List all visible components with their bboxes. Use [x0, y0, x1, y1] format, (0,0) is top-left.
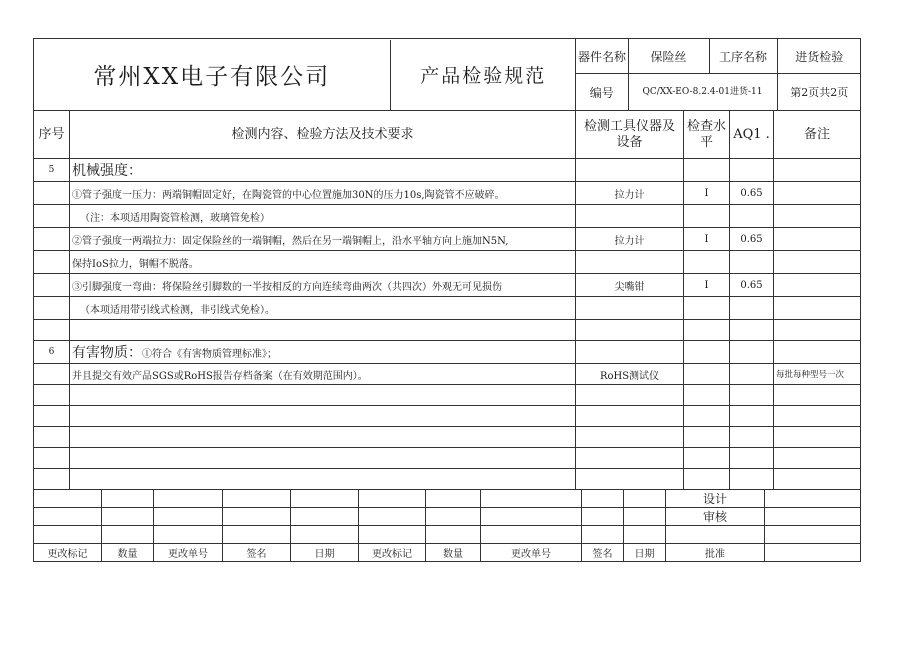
- header-title-table: [34, 40, 576, 110]
- inspection-spec-sheet: [33, 38, 860, 586]
- change-mark-label: 更改标记: [34, 544, 102, 562]
- table-row: [34, 320, 861, 341]
- table-row: [34, 159, 861, 182]
- table-row: [34, 364, 861, 385]
- row-content: （本项适用带引线式检测，非引线式免检）。: [70, 297, 576, 320]
- revision-row: [34, 526, 861, 544]
- row-tool: 拉力计: [576, 182, 684, 205]
- document-title: 产品检验规范: [420, 65, 547, 87]
- signature-label: 签名: [223, 544, 291, 562]
- change-no-label: 更改单号: [481, 544, 582, 562]
- section-title: 机械强度：: [70, 159, 576, 182]
- row-aql: 0.65: [730, 228, 774, 251]
- revision-table: [33, 489, 861, 562]
- signature-label: 签名: [582, 544, 624, 562]
- table-row: [34, 385, 861, 406]
- table-row: [34, 341, 861, 364]
- revision-label-row: [34, 544, 861, 562]
- row-content: （注：本项适用陶瓷管检测，玻璃管免检）: [70, 205, 576, 228]
- code-value: QC/XX-EO-8.2.4-01进货-11: [628, 74, 777, 110]
- spec-table: [33, 38, 861, 490]
- header-left: [34, 39, 576, 111]
- table-row: [34, 427, 861, 448]
- row-tool: RoHS测试仪: [576, 364, 684, 385]
- col-seq: 序号: [34, 111, 70, 159]
- row-level: I: [684, 182, 730, 205]
- review-label: 审核: [666, 508, 765, 526]
- section-title-sub: ①符合《有害物质管理标准》；: [142, 349, 277, 360]
- row-level: I: [684, 228, 730, 251]
- row-content: ③引脚强度一弯曲：将保险丝引脚数的一半按相反的方向连续弯曲两次（共四次）外观无可见损伤: [70, 274, 576, 297]
- row-content: ①管子强度一压力：两端铜帽固定好，在陶瓷管的中心位置施加30N的压力10s,陶瓷管不应破碎。: [70, 182, 576, 205]
- col-tools: 检测工具仪器及设备: [576, 111, 684, 159]
- section-title-main: 有害物质：: [72, 345, 142, 361]
- table-row: [34, 297, 861, 320]
- change-no-label: 更改单号: [154, 544, 223, 562]
- header-right-bottom: [576, 74, 861, 111]
- process-value: 进货检验: [795, 49, 844, 64]
- col-note: 备注: [774, 111, 861, 159]
- revision-row: [34, 508, 861, 526]
- page-info: 第2页共2页: [790, 86, 849, 99]
- row-tool: 尖嘴钳: [576, 274, 684, 297]
- table-row: [34, 469, 861, 490]
- code-info-table: [576, 74, 861, 110]
- process-label: 工序名称: [709, 39, 777, 73]
- date-label: 日期: [624, 544, 666, 562]
- table-row: [34, 251, 861, 274]
- quantity-label: 数量: [102, 544, 154, 562]
- row-content: ②管子强度一两端拉力：固定保险丝的一端铜帽，然后在另一端铜帽上，沿水平轴方向上施加N5N,: [70, 228, 576, 251]
- quantity-label: 数量: [426, 544, 481, 562]
- header-right-top: [576, 39, 861, 74]
- table-row: [34, 205, 861, 228]
- company-name: 常州XX电子有限公司: [34, 40, 390, 110]
- row-note: 每批每种型号一次: [774, 364, 861, 385]
- table-row: [34, 406, 861, 427]
- row-level: I: [684, 274, 730, 297]
- part-name-value: 保险丝: [628, 39, 709, 73]
- row-tool: 拉力计: [576, 228, 684, 251]
- row-aql: 0.65: [730, 182, 774, 205]
- section-title: [70, 341, 576, 364]
- code-label: 编号: [576, 74, 628, 110]
- row-seq: 5: [34, 159, 70, 182]
- design-label: 设计: [666, 490, 765, 508]
- row-content: 并且提交有效产品SGS或RoHS报告存档备案（在有效期范围内）。: [70, 364, 576, 385]
- col-content: 检测内容、检验方法及技术要求: [70, 111, 576, 159]
- table-row: [34, 274, 861, 297]
- table-row: [34, 448, 861, 469]
- change-mark-label: 更改标记: [359, 544, 426, 562]
- approve-label: 批准: [666, 544, 765, 562]
- date-label: 日期: [291, 544, 359, 562]
- row-content: 保持IoS拉力，铜帽不脱落。: [70, 251, 576, 274]
- part-name-label: 器件名称: [576, 39, 628, 73]
- row-aql: 0.65: [730, 274, 774, 297]
- col-level: 检查水平: [684, 111, 730, 159]
- table-row: [34, 228, 861, 251]
- table-row: [34, 182, 861, 205]
- part-info-table: [576, 39, 861, 73]
- row-seq: 6: [34, 341, 70, 364]
- revision-row: [34, 490, 861, 508]
- col-aql: AQ1 .: [730, 111, 774, 159]
